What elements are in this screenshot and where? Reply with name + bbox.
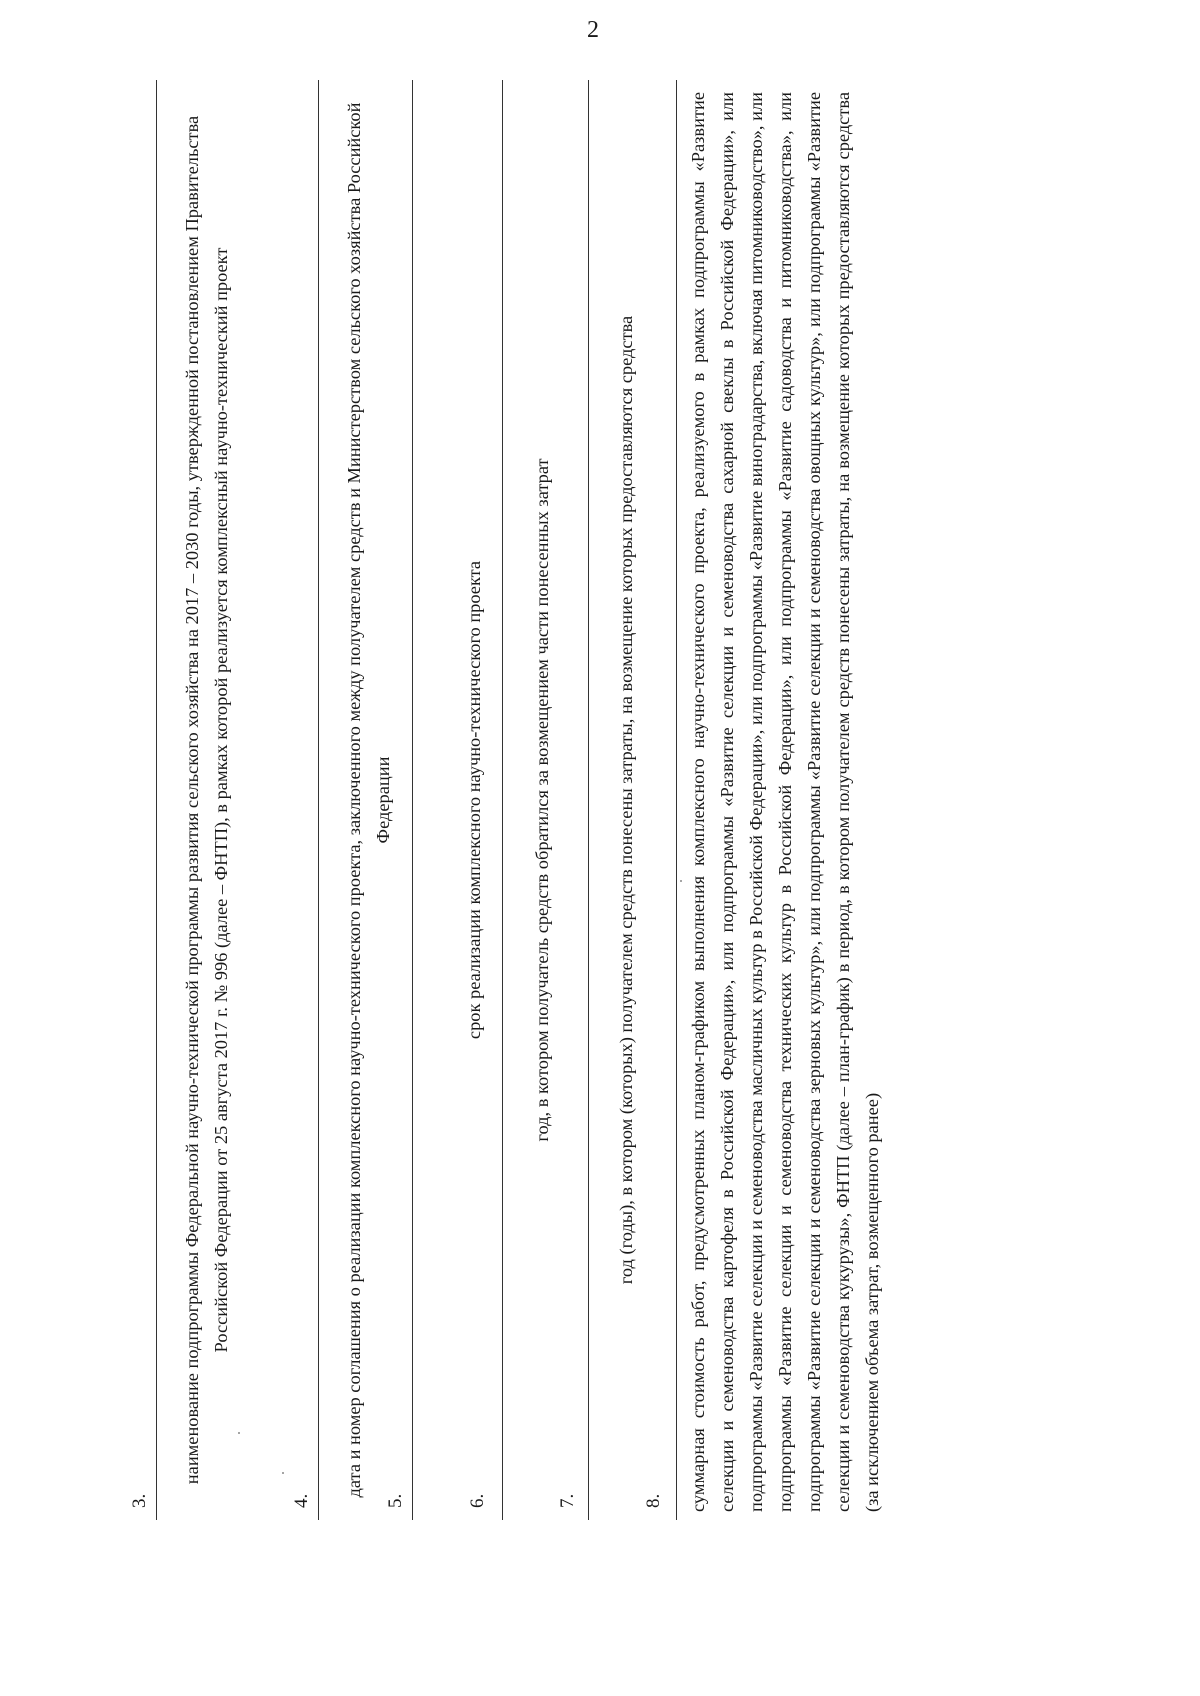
row-divider bbox=[318, 80, 319, 1520]
row-text-4: дата и номер соглашения о реализации комплексного научно-технического проекта, заключенного между получателем средств и Министерством сельского хозяйства Российской Федерации bbox=[344, 102, 393, 1498]
row-divider bbox=[502, 80, 503, 1520]
row-divider bbox=[412, 80, 413, 1520]
page-number: 2 bbox=[587, 17, 599, 43]
row-divider bbox=[156, 80, 157, 1520]
row-number-5: 5. bbox=[385, 1493, 406, 1508]
row-text-7: год (годы), в котором (которых) получателем средств понесены затраты, на возмещение которых предоставляются средства bbox=[616, 315, 636, 1285]
row-text-6: год, в котором получатель средств обратился за возмещением части понесенных затрат bbox=[532, 458, 552, 1142]
row-number-8: 8. bbox=[643, 1493, 664, 1508]
row-text-3: наименование подпрограммы Федеральной научно-технической программы развития сельского хозяйства на 2017 – 2030 годы, утвержденной постановлением Правительства Российской Федерации от 25 августа 2017 г. № 996 (далее – ФНТП), в рамках которой реализуется комплексный научно-технический проект bbox=[182, 115, 231, 1485]
row-number-3: 3. bbox=[129, 1493, 150, 1508]
row-text-8: суммарная стоимость работ, предусмотренных планом-графиком выполнения комплексного научно-технического проекта, реализуемого в рамках подпрограммы «Развитие селекции и семеноводства картофеля в Российской Федерации», или подпрограммы «Развитие селекции и семеноводства сахарной свеклы в Российской Федерации», или подпрограммы «Развитие селекции и семеноводства масличных культур в Российской Федерации», или подпрограммы «Развитие виноградарства, включая питомниководство», или подпрограммы «Развитие селекции и семеноводства технических культур в Российской Федерации», или подпрограммы «Развитие садоводства и питомниководства», или подпрограммы «Развитие селекции и семеноводства зерновых культур», или подпрограммы «Развитие селекции и семеноводства овощных культур», или подпрограммы «Развитие селекции и семеноводства кукурузы», ФНТП (далее – план-график) в период, в котором получателем средств понесены затраты, на возмещение которых предоставляются средства (за исключением объема затрат, возмещенного ранее) bbox=[688, 92, 882, 1512]
row-number-6: 6. bbox=[467, 1493, 488, 1508]
row-number-7: 7. bbox=[557, 1493, 578, 1508]
row-number-4: 4. bbox=[291, 1493, 312, 1508]
scan-speck bbox=[282, 1472, 284, 1474]
row-divider bbox=[588, 80, 589, 1520]
scan-speck bbox=[680, 880, 682, 882]
rotated-table bbox=[120, 80, 1020, 1520]
row-text-5: срок реализации комплексного научно-технического проекта bbox=[464, 560, 484, 1040]
scan-speck bbox=[238, 1432, 240, 1434]
row-divider bbox=[676, 80, 677, 1520]
